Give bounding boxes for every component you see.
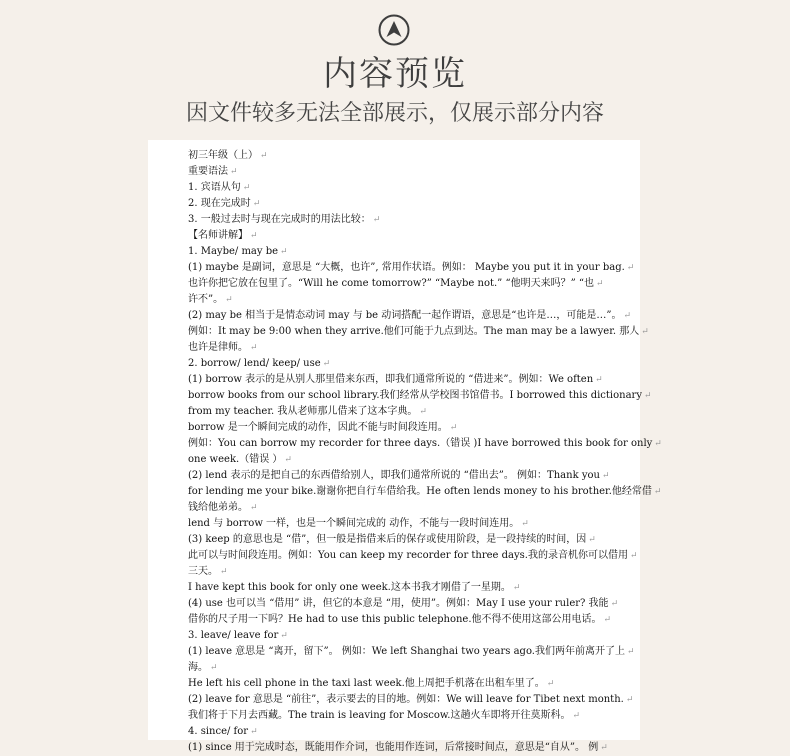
paragraph-mark-icon: ↵ (250, 503, 258, 513)
paragraph-mark-icon: ↵ (600, 743, 608, 753)
paragraph-mark-icon: ↵ (625, 695, 634, 705)
document-line (188, 452, 592, 468)
document-line (188, 708, 592, 724)
document-line-text: 4. since/ for (188, 726, 249, 737)
document-line (188, 436, 662, 452)
document-line (188, 292, 592, 308)
document-line (188, 532, 596, 548)
document-line-text: 3. 一般过去时与现在完成时的用法比较： (188, 214, 371, 225)
paragraph-mark-icon: ↵ (280, 247, 288, 257)
preview-header (0, 0, 790, 138)
document-line (188, 244, 592, 260)
document-line-text: (2) lend 表示的是把自己的东西借给别人，即我们通常所说的 “借出去”。 例如：Thank you (188, 470, 600, 481)
document-line (188, 724, 592, 740)
document-line-text: 三天。 (188, 566, 218, 577)
document-line (188, 324, 649, 340)
document-line-text: 2. borrow/ lend/ keep/ use (188, 358, 321, 369)
paragraph-mark-icon: ↵ (449, 423, 458, 433)
document-line-text: borrow books from our school library.我们经常从学校图书馆借书。I borrowed this dictionary (188, 390, 642, 401)
paragraph-mark-icon: ↵ (654, 439, 662, 449)
document-line-text: 例如：You can borrow my recorder for three days.（错误 )I have borrowed this book for only (188, 438, 653, 449)
document-line (188, 692, 634, 708)
document-line (188, 516, 592, 532)
document-line-text: 我们将于下月去西藏。The train is leaving for Moscow.这趟火车即将开往莫斯科。 (188, 710, 571, 721)
document-line-text: (2) may be 相当于是情态动词 may 与 be 动词搭配一起作谓语，意思是“也许是…，可能是…”。 (188, 310, 622, 321)
paragraph-mark-icon: ↵ (419, 407, 427, 417)
document-line (188, 404, 592, 420)
document-line (188, 260, 635, 276)
paragraph-mark-icon: ↵ (252, 199, 261, 209)
paragraph-mark-icon: ↵ (260, 151, 268, 161)
document-line-text: from my teacher. 我从老师那儿借来了这本字典。 (188, 406, 418, 417)
paragraph-mark-icon: ↵ (372, 215, 381, 225)
paragraph-mark-icon: ↵ (653, 487, 662, 497)
paragraph-mark-icon: ↵ (250, 343, 258, 353)
document-line-text: 3. leave/ leave for (188, 630, 279, 641)
paragraph-mark-icon: ↵ (220, 567, 228, 577)
paragraph-mark-icon: ↵ (521, 519, 529, 529)
document-line (188, 548, 638, 564)
document-line-text: He left his cell phone in the taxi last week.他上周把手机落在出租车里了。 (188, 678, 545, 689)
document-line-text: 此可以与时间段连用。例如：You can keep my recorder for three days.我的录音机你可以借用 (188, 550, 628, 561)
document-line-text: 初三年级（上） (188, 150, 258, 161)
document-line-text: (1) since 用于完成时态，既能用作介词，也能用作连词，后常接时间点，意思是“自从”。 例 (188, 742, 599, 753)
document-line (188, 596, 619, 612)
document-line-text: (2) leave for 意思是 “前往”，表示要去的目的地。例如：We will leave for Tibet next month. (188, 694, 624, 705)
document-line-text: 例如：It may be 9:00 when they arrive.他们可能于九点到达。The man may be a lawyer. 那人 (188, 326, 640, 337)
document-line (188, 564, 592, 580)
document-line-text: one week.（错误 ） (188, 454, 283, 465)
document-line (188, 580, 592, 596)
paragraph-mark-icon: ↵ (643, 391, 652, 401)
document-line (188, 628, 592, 644)
paragraph-mark-icon: ↵ (572, 711, 581, 721)
paragraph-mark-icon: ↵ (230, 167, 238, 177)
paragraph-mark-icon: ↵ (250, 727, 258, 737)
paragraph-mark-icon: ↵ (546, 679, 555, 689)
paragraph-mark-icon: ↵ (610, 599, 619, 609)
paragraph-mark-icon: ↵ (250, 231, 258, 241)
document-line (188, 372, 603, 388)
document-line (188, 340, 592, 356)
document-line (188, 484, 662, 500)
paragraph-mark-icon: ↵ (596, 279, 604, 289)
document-line (188, 388, 652, 404)
document-line-text: 2. 现在完成时 (188, 198, 251, 209)
paragraph-mark-icon: ↵ (322, 359, 331, 369)
document-line-text: (3) keep 的意思也是 “借”，但一般是指借来后的保存或使用阶段，是一段持续的时间，因 (188, 534, 587, 545)
page-subtitle: 因文件较多无法全部展示，仅展示部分内容 (185, 101, 604, 126)
document-line-text: 【名师讲解】 (188, 230, 248, 241)
document-line (188, 228, 592, 244)
document-line (188, 148, 592, 164)
up-arrow-circle-icon[interactable] (378, 14, 410, 46)
paragraph-mark-icon: ↵ (280, 631, 288, 641)
document-line (188, 612, 612, 628)
paragraph-mark-icon: ↵ (225, 295, 233, 305)
paragraph-mark-icon: ↵ (629, 551, 638, 561)
document-line-text: 也许是律师。 (188, 342, 248, 353)
document-line-text: 借你的尺子用一下吗？He had to use this public telephone.他不得不使用这部公用电话。 (188, 614, 602, 625)
document-line-text: (1) leave 意思是 “离开，留下”。 例如：We left Shanghai two years ago.我们两年前离开了上 (188, 646, 625, 657)
paragraph-mark-icon: ↵ (623, 311, 632, 321)
document-line-text: 也许你把它放在包里了。“Will he come tomorrow?” “Maybe not.” “他明天来吗？” “也 (188, 278, 594, 289)
document-line-text: borrow 是一个瞬间完成的动作，因此不能与时间段连用。 (188, 422, 448, 433)
document-line (188, 308, 632, 324)
document-line-text: 1. 宾语从句 (188, 182, 241, 193)
document-line (188, 180, 592, 196)
document-line (188, 676, 592, 692)
document-line (188, 468, 610, 484)
document-line (188, 212, 592, 228)
document-line (188, 276, 604, 292)
document-line (188, 740, 608, 756)
paragraph-mark-icon: ↵ (588, 535, 596, 545)
document-line-text: 重要语法 (188, 166, 228, 177)
document-line-text: (4) use 也可以当 “借用” 讲，但它的本意是 “用，使用”。例如：May I use your ruler? 我能 (188, 598, 609, 609)
paragraph-mark-icon: ↵ (601, 471, 610, 481)
document-line (188, 356, 592, 372)
document-line (188, 420, 592, 436)
paragraph-mark-icon: ↵ (603, 615, 612, 625)
document-line-text: for lending me your bike.谢谢你把自行车借给我。He often lends money to his brother.他经常借 (188, 486, 652, 497)
document-content (188, 148, 662, 756)
document-line-text: (1) borrow 表示的是从别人那里借来东西，即我们通常所说的 “借进来”。例如：We often (188, 374, 594, 385)
document-page (148, 140, 662, 753)
document-line-text: 钱给他弟弟。 (188, 502, 248, 513)
paragraph-mark-icon: ↵ (242, 183, 251, 193)
page-title: 内容预览 (323, 54, 467, 94)
document-line-text: lend 与 borrow 一样，也是一个瞬间完成的 动作，不能与一段时间连用。 (188, 518, 520, 529)
document-line-text: 1. Maybe/ may be (188, 246, 279, 257)
document-line (188, 196, 592, 212)
document-line (188, 660, 592, 676)
document-line (188, 164, 592, 180)
paragraph-mark-icon: ↵ (512, 583, 521, 593)
paragraph-mark-icon: ↵ (626, 647, 635, 657)
paragraph-mark-icon: ↵ (210, 663, 218, 673)
document-line-text: 海。 (188, 662, 208, 673)
document-line-text: 许不”。 (188, 294, 224, 305)
document-line-text: (1) maybe 是副词，意思是 “大概，也许”, 常用作状语。例如： Maybe you put it in your bag. (188, 262, 625, 273)
document-line (188, 644, 635, 660)
paragraph-mark-icon: ↵ (641, 327, 649, 337)
paragraph-mark-icon: ↵ (284, 455, 292, 465)
paragraph-mark-icon: ↵ (626, 263, 635, 273)
document-line-text: I have kept this book for only one week.这本书我才刚借了一星期。 (188, 582, 511, 593)
paragraph-mark-icon: ↵ (595, 375, 603, 385)
document-line (188, 500, 592, 516)
